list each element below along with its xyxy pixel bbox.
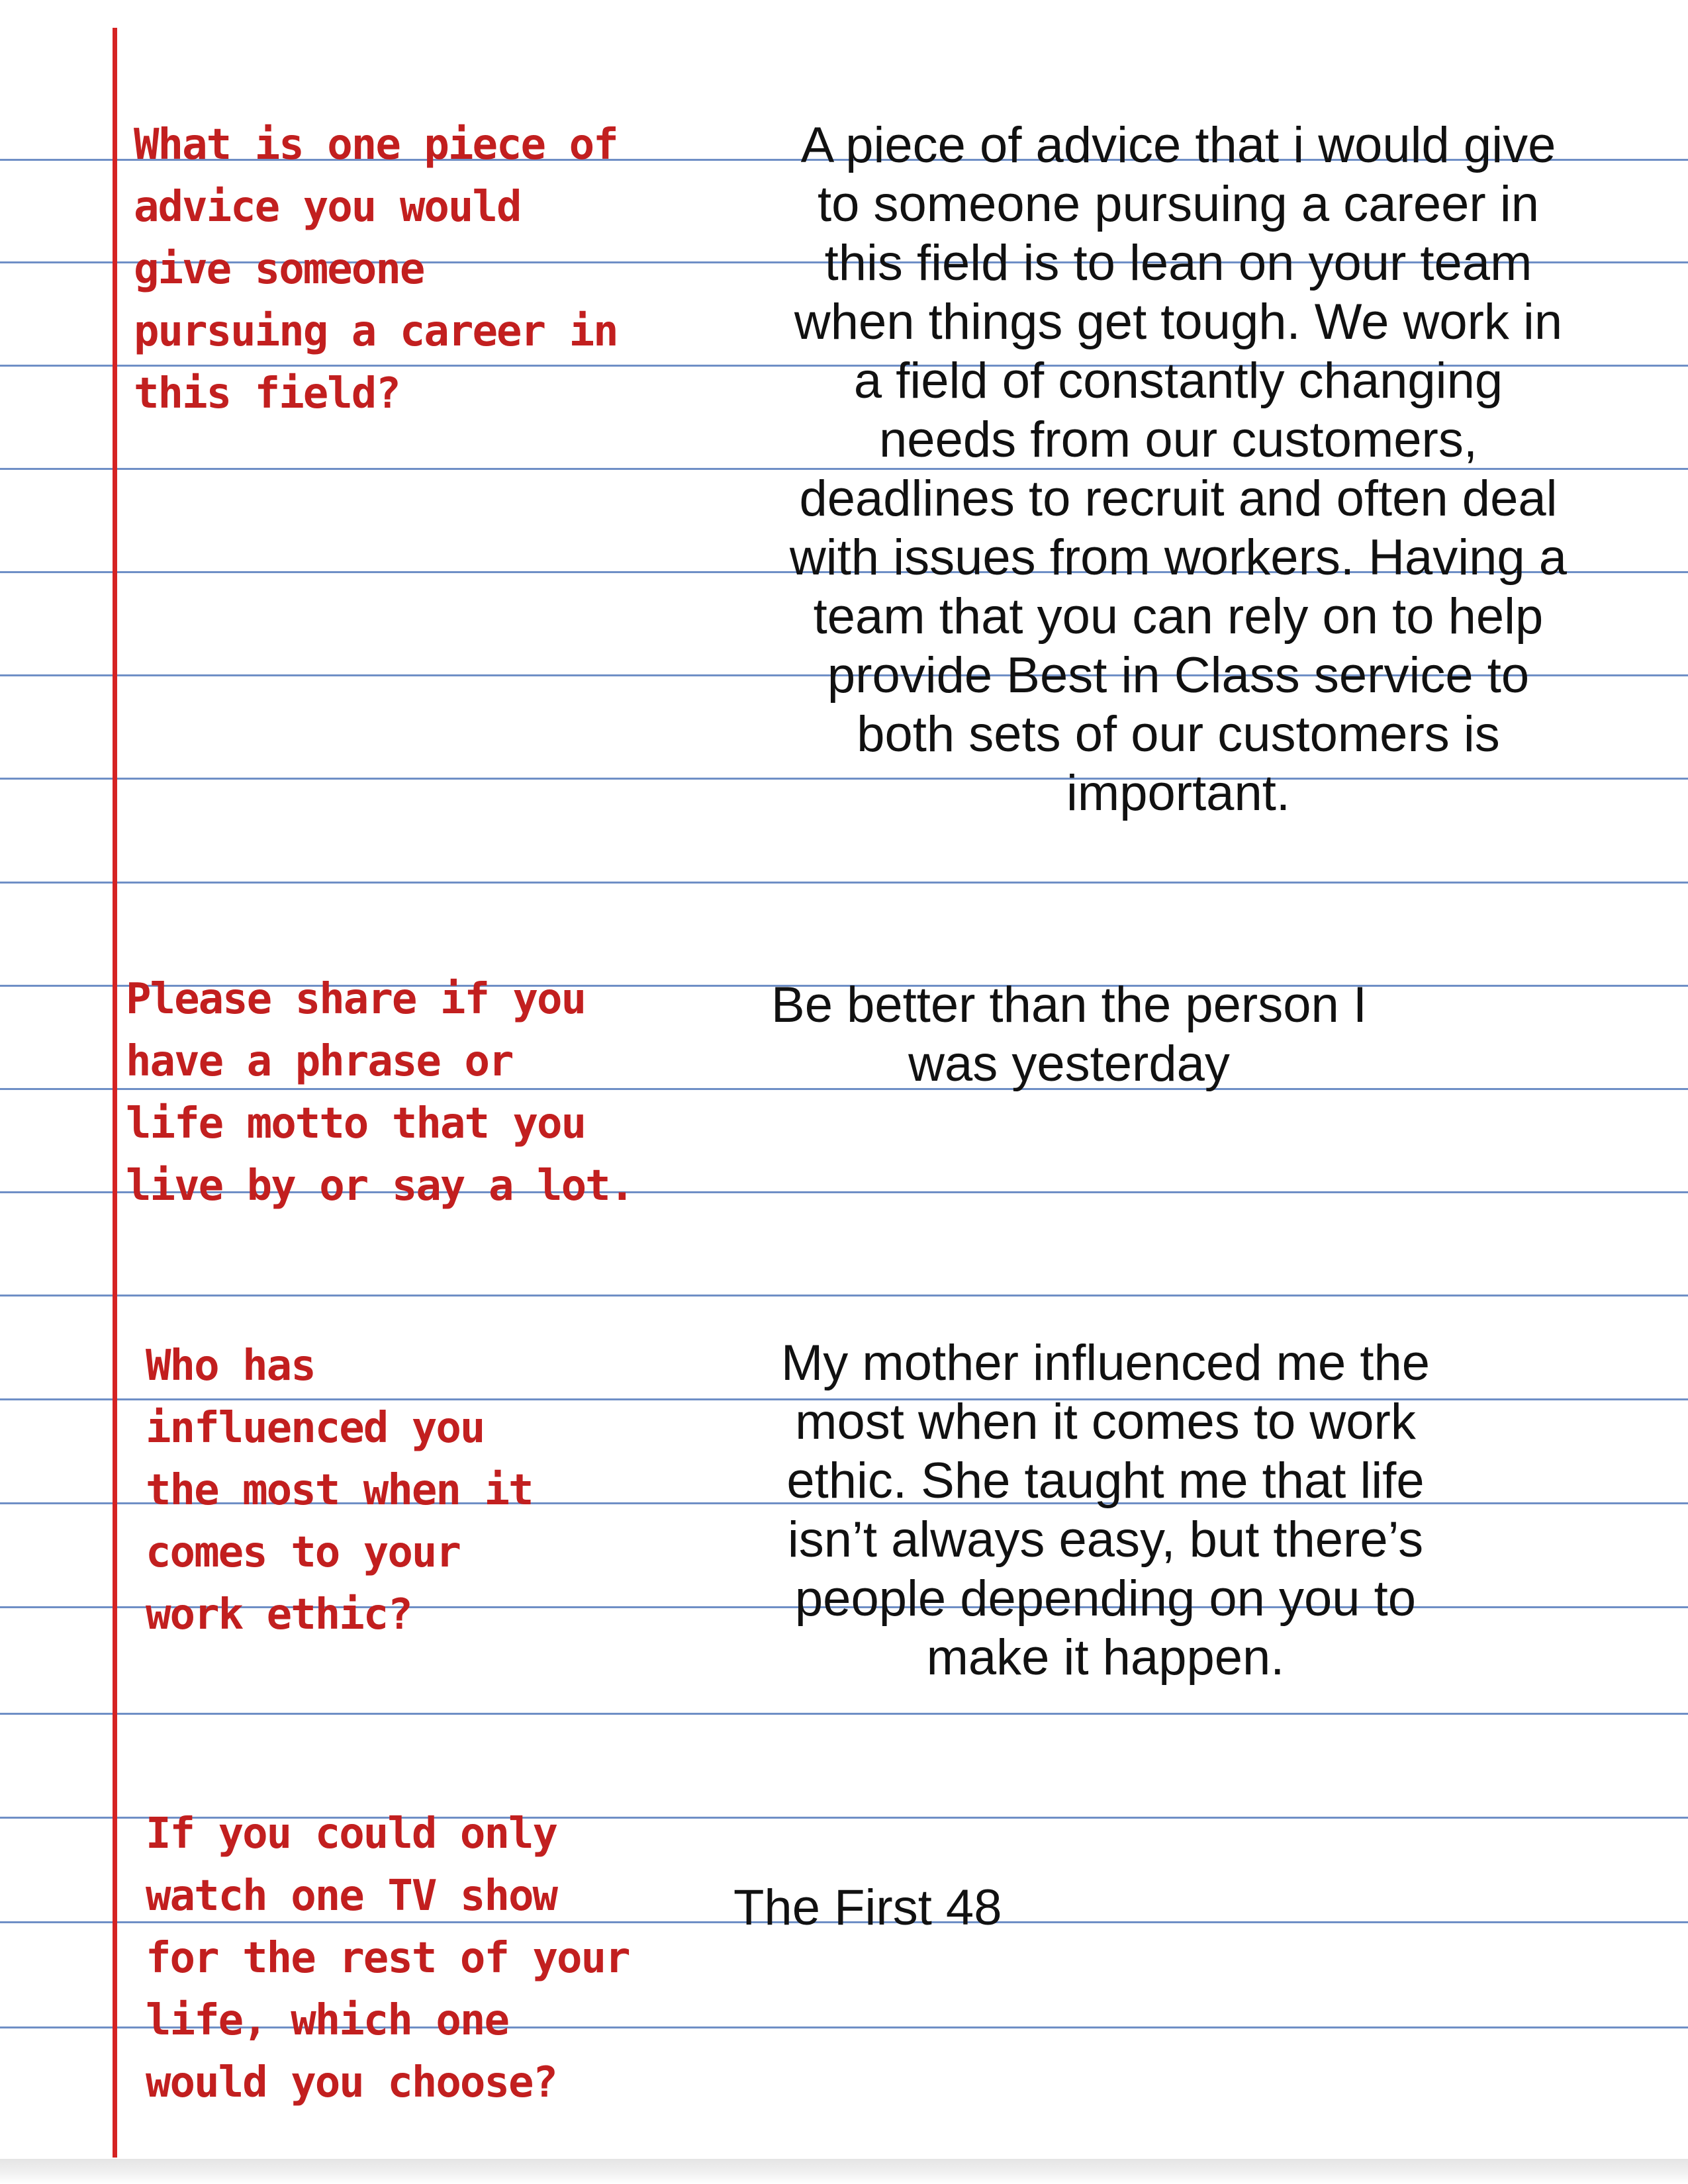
- rule-line: [0, 1713, 1688, 1715]
- answer-life-motto: Be better than the person I was yesterday: [771, 977, 1367, 1092]
- question-work-ethic: Who has influenced you the most when it comes to your work ethic?: [146, 1342, 533, 1639]
- answer-life-motto-line1: [738, 976, 1532, 1093]
- answer-work-ethic: My mother influenced me the most when it comes to work ethic. She taught me that life isn’t always easy, but there’s people depending on you to make it happen.: [780, 1335, 1430, 1686]
- page-bottom-shadow: [0, 2159, 1688, 2184]
- red-margin-line: [113, 28, 117, 2158]
- answer-tv-show: The First 48: [733, 1880, 1002, 1936]
- rule-line: [0, 882, 1688, 884]
- question-advice: What is one piece of advice you would give someone pursuing a career in this field?: [134, 120, 618, 418]
- question-life-motto: Please share if you have a phrase or life motto that you live by or say a lot.: [126, 975, 634, 1210]
- answer-advice: A piece of advice that i would give to someone pursuing a career in this field is to lean on your team when things get tough. We work in a field of constantly changing needs from our customers, deadlines to recruit and often deal with issues from workers. Having a team that you can rely on to help provide Best in Class service to both sets of our customers is important.: [789, 117, 1568, 821]
- question-tv-show: If you could only watch one TV show for the rest of your life, which one would you choose?: [146, 1809, 630, 2107]
- rule-line: [0, 1295, 1688, 1297]
